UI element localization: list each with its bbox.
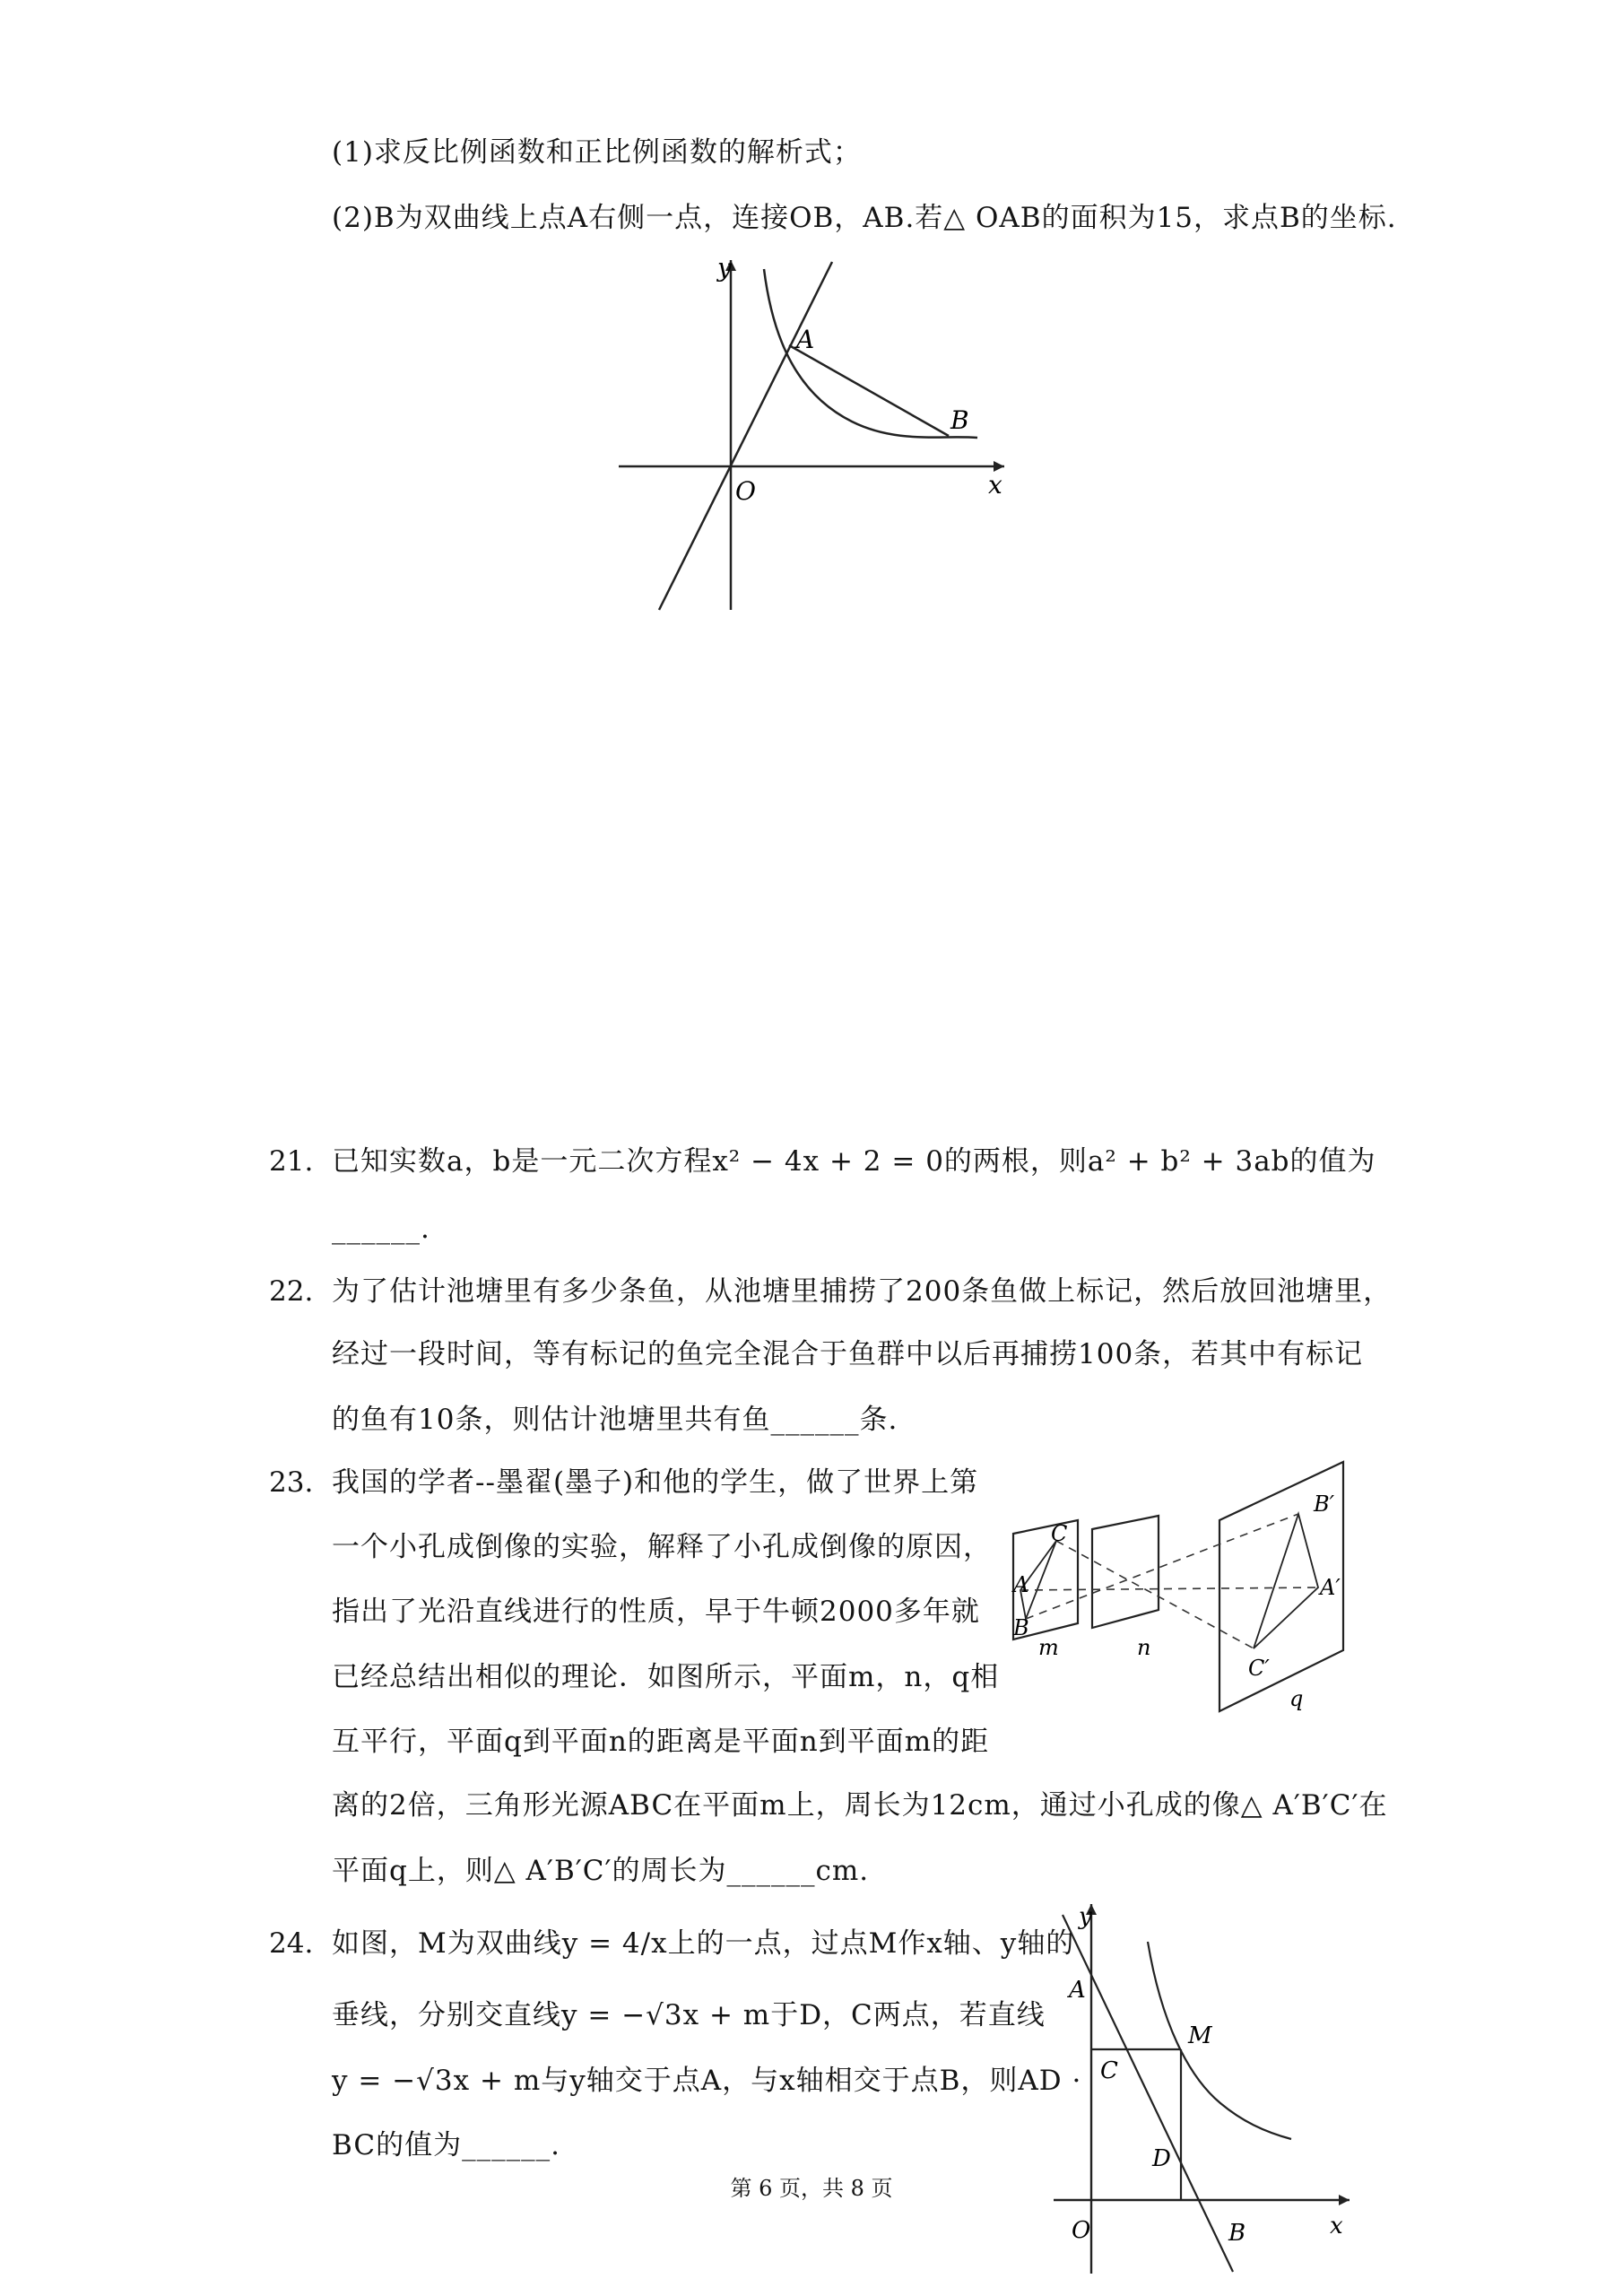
q24-label-b: B xyxy=(1228,2220,1246,2247)
q22-line3: 的鱼有10条，则估计池塘里共有鱼______条. xyxy=(332,1404,898,1436)
q23-number: 23. xyxy=(269,1466,314,1499)
q22-line2: 经过一段时间，等有标记的鱼完全混合于鱼群中以后再捕捞100条，若其中有标记 xyxy=(332,1338,1364,1370)
q23-line1: 我国的学者--墨翟(墨子)和他的学生，做了世界上第 xyxy=(332,1466,979,1499)
q24-origin-label: O xyxy=(1072,2217,1091,2244)
q20-part1: (1)求反比例函数和正比例函数的解析式； xyxy=(332,136,862,169)
q20-y-label: y xyxy=(717,253,732,283)
q24-number: 24. xyxy=(269,1927,314,1960)
q23-figure xyxy=(995,1453,1372,1726)
q23-label-c: C xyxy=(1051,1521,1068,1546)
page-footer: 第 6 页，共 8 页 xyxy=(730,2176,893,2201)
q23-plane-q: q xyxy=(1289,1686,1304,1711)
q23-plane-m: m xyxy=(1038,1635,1059,1660)
q24-line1: 如图，M为双曲线y = 4/x上的一点，过点M作x轴、y轴的 xyxy=(332,1927,1075,1960)
q20-x-label: x xyxy=(988,470,1002,500)
q24-label-a: A xyxy=(1069,1977,1086,2004)
q23-line5: 互平行，平面q到平面n的距离是平面n到平面m的距 xyxy=(332,1726,990,1758)
q23-label-a: A xyxy=(1013,1572,1029,1597)
q20-point-a-label: A xyxy=(796,325,815,354)
q24-line2: 垂线，分别交直线y = −√3x + m于D，C两点，若直线 xyxy=(332,1999,1046,2031)
q24-label-m: M xyxy=(1188,2022,1212,2049)
q24-label-d: D xyxy=(1152,2145,1171,2172)
q23-label-b-prime: B′ xyxy=(1314,1492,1335,1517)
q21-line2: ______. xyxy=(332,1213,430,1245)
q24-y-label: y xyxy=(1079,1903,1092,1930)
q21-number: 21. xyxy=(269,1145,314,1178)
q23-line4: 已经总结出相似的理论．如图所示，平面m，n，q相 xyxy=(332,1661,1000,1693)
q23-label-c-prime: C′ xyxy=(1248,1656,1270,1681)
q20-origin-label: O xyxy=(735,476,756,506)
q20-part2: (2)B为双曲线上点A右侧一点，连接OB，AB.若△ OAB的面积为15，求点B的坐标. xyxy=(332,202,1397,234)
q24-line3: y = −√3x + m与y轴交于点A，与x轴相交于点B，则AD · xyxy=(332,2065,1082,2097)
q20-figure xyxy=(610,242,1040,622)
q23-label-a-prime: A′ xyxy=(1320,1575,1341,1600)
q20-point-b-label: B xyxy=(950,405,969,435)
q21-line1: 已知实数a，b是一元二次方程x² − 4x + 2 = 0的两根，则a² + b² + 3ab的值为 xyxy=(332,1145,1376,1178)
q24-figure xyxy=(1045,1897,1403,2295)
q23-plane-n: n xyxy=(1137,1635,1151,1660)
q22-number: 22. xyxy=(269,1275,314,1308)
q24-x-label: x xyxy=(1330,2213,1343,2239)
q23-line2: 一个小孔成倒像的实验，解释了小孔成倒像的原因， xyxy=(332,1531,992,1563)
q22-line1: 为了估计池塘里有多少条鱼，从池塘里捕捞了200条鱼做上标记，然后放回池塘里， xyxy=(332,1275,1393,1308)
q24-line4: BC的值为______. xyxy=(332,2129,560,2161)
q23-label-b: B xyxy=(1013,1615,1029,1640)
q23-line7: 平面q上，则△ A′B′C′的周长为______cm. xyxy=(332,1855,870,1887)
q23-line6: 离的2倍，三角形光源ABC在平面m上，周长为12cm，通过小孔成的像△ A′B′C′在 xyxy=(332,1789,1388,1822)
q23-line3: 指出了光沿直线进行的性质，早于牛顿2000多年就 xyxy=(332,1596,980,1628)
q24-label-c: C xyxy=(1100,2057,1118,2084)
